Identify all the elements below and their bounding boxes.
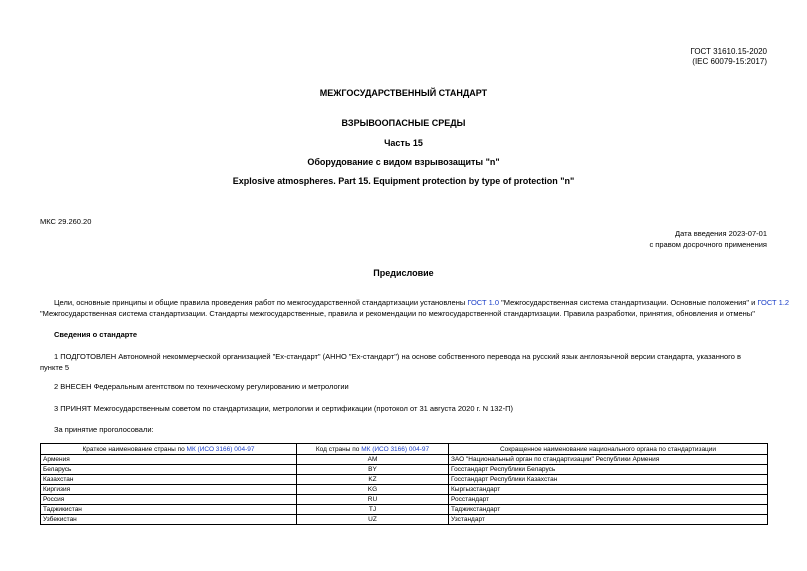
item-1-line2: пункте 5	[40, 363, 70, 372]
body-cell: Росстандарт	[449, 495, 768, 505]
country-cell: Россия	[41, 495, 297, 505]
standard-type-heading: МЕЖГОСУДАРСТВЕННЫЙ СТАНДАРТ	[319, 88, 488, 98]
part-title: Часть 15	[384, 138, 423, 148]
introduction-date	[649, 228, 767, 250]
main-title: ВЗРЫВООПАСНЫЕ СРЕДЫ	[341, 118, 466, 128]
body-cell: Госстандарт Республики Казахстан	[449, 475, 768, 485]
country-cell: Узбекистан	[41, 515, 297, 525]
english-title: Explosive atmospheres. Part 15. Equipment protection by type of protection "n"	[232, 176, 575, 186]
gost-1-0-link[interactable]: ГОСТ 1.0	[467, 298, 500, 307]
intro-date-line: Дата введения 2023-07-01	[675, 229, 767, 238]
table-row	[41, 505, 768, 515]
header-country-code	[297, 444, 449, 455]
code-cell: BY	[297, 465, 449, 475]
standard-info-heading: Сведения о стандарте	[54, 330, 138, 339]
item-3-adopted: 3 ПРИНЯТ Межгосударственным советом по стандартизации, метрологии и сертификации (протокол от 31 августа 2020 г. N 132-П)	[54, 404, 513, 413]
body-cell: Узстандарт	[449, 515, 768, 525]
country-cell: Казахстан	[41, 475, 297, 485]
early-application-note: с правом досрочного применения	[649, 240, 767, 249]
table-row	[41, 475, 768, 485]
country-cell: Киргизия	[41, 485, 297, 495]
country-cell: Беларусь	[41, 465, 297, 475]
code-cell: RU	[297, 495, 449, 505]
country-cell: Таджикистан	[41, 505, 297, 515]
header-standards-body: Сокращенное наименование национального органа по стандартизации	[449, 444, 768, 455]
foreword-p1-line1	[40, 297, 790, 308]
code-cell: KZ	[297, 475, 449, 485]
foreword-heading: Предисловие	[373, 268, 434, 278]
subtitle: Оборудование с видом взрывозащиты "n"	[307, 157, 500, 167]
header-country-text: Краткое наименование страны по	[82, 445, 187, 453]
foreword-p1-text-b: "Межгосударственная система стандартизации. Основные положения" и	[499, 298, 758, 307]
table-row	[41, 465, 768, 475]
header-code-text: Код страны по	[315, 445, 362, 453]
mk-iso-3166-link[interactable]: МК (ИСО 3166) 004-97	[186, 445, 255, 453]
body-cell: Кыргызстандарт	[449, 485, 768, 495]
code-cell: AM	[297, 455, 449, 465]
table-row	[41, 495, 768, 505]
item-2-submitted: 2 ВНЕСЕН Федеральным агентством по техническому регулированию и метрологии	[54, 382, 349, 391]
table-row	[41, 485, 768, 495]
code-cell: UZ	[297, 515, 449, 525]
doc-number: ГОСТ 31610.15-2020	[690, 47, 767, 56]
voted-label: За принятие проголосовали:	[54, 425, 154, 434]
foreword-p1-line2: "Межгосударственная система стандартизации. Стандарты межгосударственные, правила и рекомендации по межгосударственной стандартизации. Правила разработки, принятия, обновления и отмены"	[40, 309, 755, 318]
code-cell: TJ	[297, 505, 449, 515]
body-cell: Госстандарт Республики Беларусь	[449, 465, 768, 475]
document-id	[690, 47, 767, 67]
body-cell: Таджикстандарт	[449, 505, 768, 515]
item-1-line1: 1 ПОДГОТОВЛЕН Автономной некоммерческой организацией "Ex-стандарт" (АННО "Ex-стандарт") на основе собственного перевода на русский язык англоязычной версии стандарта, указанного в	[54, 352, 741, 361]
item-1-prepared	[40, 351, 785, 373]
mk-iso-3166-link-2[interactable]: МК (ИСО 3166) 004-97	[361, 445, 430, 453]
country-cell: Армения	[41, 455, 297, 465]
code-cell: KG	[297, 485, 449, 495]
table-row	[41, 455, 768, 465]
mks-code: МКС 29.260.20	[40, 217, 92, 226]
header-country-name	[41, 444, 297, 455]
gost-1-2-link[interactable]: ГОСТ 1.2	[757, 298, 790, 307]
iec-reference: (IEC 60079-15:2017)	[692, 57, 767, 66]
table-row	[41, 515, 768, 525]
body-cell: ЗАО "Национальный орган по стандартизации" Республики Армения	[449, 455, 768, 465]
foreword-p1-text-a: Цели, основные принципы и общие правила проведения работ по межгосударственной стандартизации установлены	[54, 298, 468, 307]
foreword-paragraph	[40, 297, 790, 319]
table-header-row	[41, 444, 768, 455]
voting-states-table	[40, 443, 768, 525]
